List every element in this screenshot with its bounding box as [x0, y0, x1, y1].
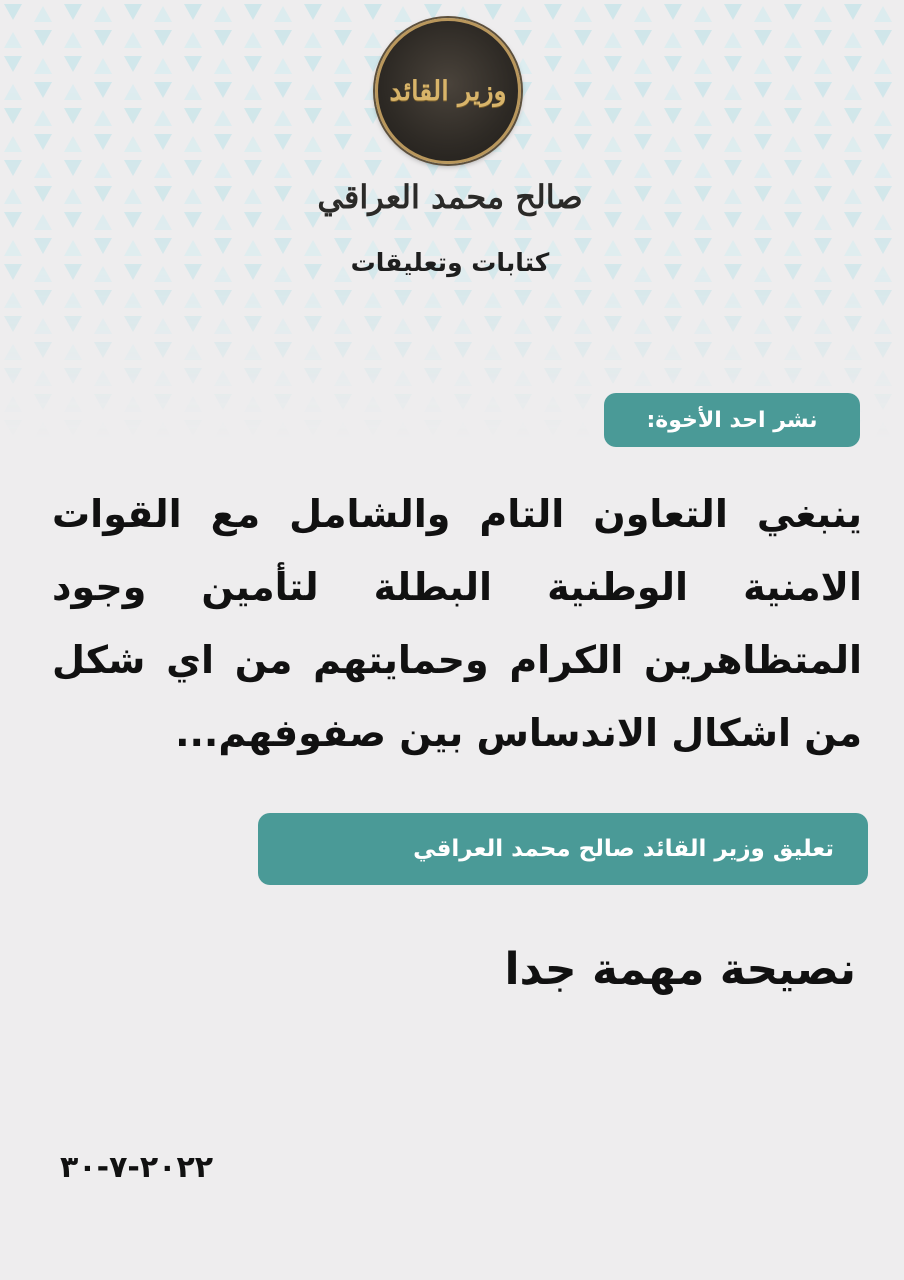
post-body: ينبغي التعاون التام والشامل مع القوات الامنية الوطنية البطلة لتأمين وجود المتظاهرين الكرام وحمايتهم من اي شكل من اشكال الاندساس بين صفوفهم...: [52, 492, 862, 755]
author-name-calligraphy: صالح محمد العراقي: [317, 178, 583, 216]
logo-emblem: [375, 18, 521, 164]
source-badge: نشر احد الأخوة:: [604, 393, 860, 447]
comment-text: نصيحة مهمة جدا: [504, 944, 856, 995]
comment-label-badge: تعليق وزير القائد صالح محمد العراقي: [258, 813, 868, 885]
post-date: ٢٠٢٢-٧-٣٠: [60, 1150, 214, 1185]
page-subtitle: كتابات وتعليقات: [350, 248, 550, 277]
logo-calligraphy: وزير القائد: [389, 75, 507, 107]
